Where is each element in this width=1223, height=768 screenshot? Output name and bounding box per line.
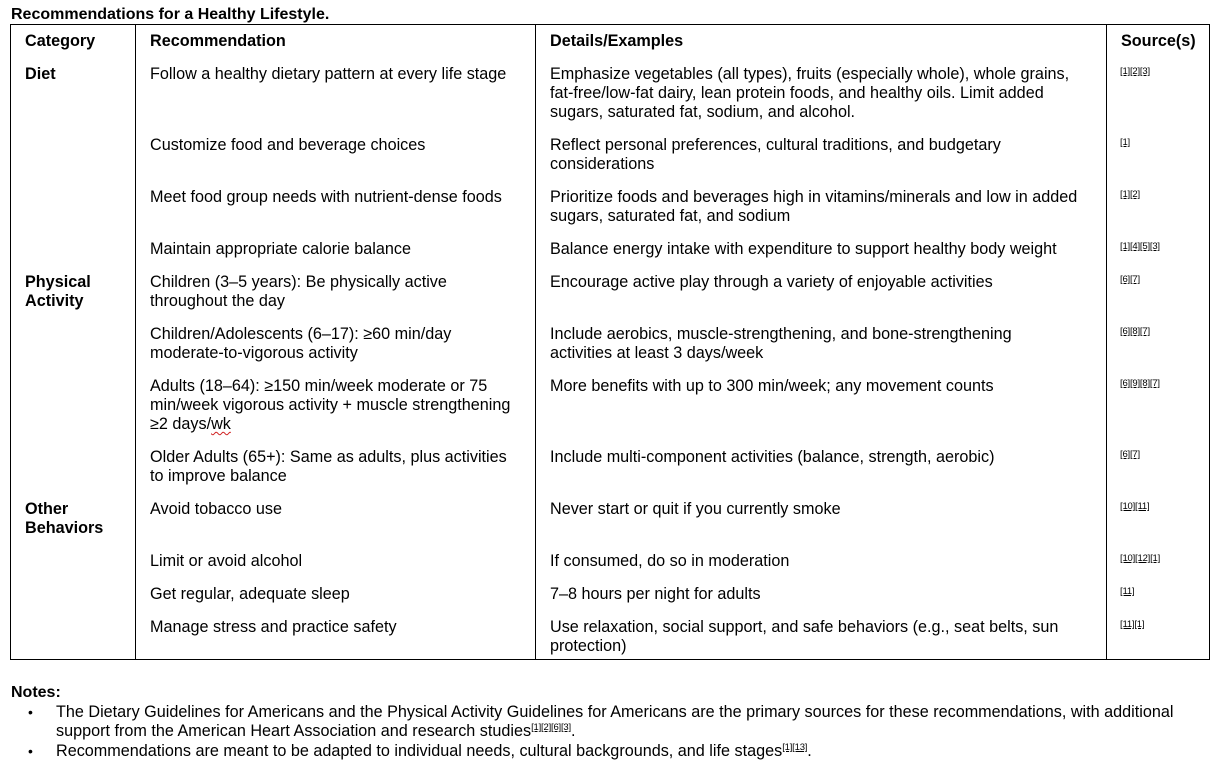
header-sources: Source(s) [1121,32,1196,50]
bullet-icon: • [28,743,33,759]
header-category: Category [25,32,96,50]
notes-title: Notes: [11,684,61,701]
column-divider [135,24,136,660]
recommendation-cell: Children/Adolescents (6–17): ≥60 min/day moderate-to-vigorous activity [150,325,452,362]
header-details: Details/Examples [550,32,684,50]
source-links[interactable]: [1][2][3] [1120,66,1150,77]
category-diet: Diet [25,65,56,83]
source-links[interactable]: [11][1] [1120,619,1145,630]
recommendation-cell: Avoid tobacco use [150,500,282,518]
source-links[interactable]: [6][8][7] [1120,326,1150,337]
recommendation-cell: Adults (18–64): ≥150 min/week moderate or 75 min/week vigorous activity + muscle strengthening ≥2 days/wk [150,377,511,433]
header-recommendation: Recommendation [150,32,286,50]
recommendation-cell: Customize food and beverage choices [150,136,426,154]
details-cell: Encourage active play through a variety of enjoyable activities [550,273,993,291]
note-item: Recommendations are meant to be adapted to individual needs, cultural backgrounds, and life stages[1][13]. [56,742,812,760]
details-cell: If consumed, do so in moderation [550,552,790,570]
source-links[interactable]: [1][2] [1120,189,1140,200]
source-links[interactable]: [10][11] [1120,501,1150,512]
reference-links[interactable]: [1][13] [782,742,808,753]
note-item: The Dietary Guidelines for Americans and the Physical Activity Guidelines for Americans are the primary sources for these recommendations, with additional support from the American Heart Association and research studies[1][2][6][3]. [56,703,1174,740]
recommendation-cell: Get regular, adequate sleep [150,585,350,603]
bullet-icon: • [28,704,33,720]
column-divider [535,24,536,660]
recommendation-cell: Maintain appropriate calorie balance [150,240,411,258]
recommendation-cell: Children (3–5 years): Be physically active throughout the day [150,273,447,310]
details-cell: Include aerobics, muscle-strengthening, and bone-strengthening activities at least 3 days/week [550,325,1012,362]
spellcheck-underline: wk [211,415,231,433]
details-cell: Balance energy intake with expenditure to support healthy body weight [550,240,1057,258]
recommendation-cell: Older Adults (65+): Same as adults, plus activities to improve balance [150,448,507,485]
details-cell: Include multi-component activities (balance, strength, aerobic) [550,448,995,466]
source-links[interactable]: [6][7] [1120,274,1140,285]
details-cell: Use relaxation, social support, and safe behaviors (e.g., seat belts, sun protection) [550,618,1059,655]
details-cell: Emphasize vegetables (all types), fruits (especially whole), whole grains, fat-free/low-fat dairy, lean protein foods, and healthy oils. Limit added sugars, saturated fat, sodium, and alcohol. [550,65,1070,121]
source-links[interactable]: [6][7] [1120,449,1140,460]
source-links[interactable]: [10][12][1] [1120,553,1161,564]
document-title: Recommendations for a Healthy Lifestyle. [11,6,330,23]
recommendation-cell: Manage stress and practice safety [150,618,397,636]
details-cell: Prioritize foods and beverages high in vitamins/minerals and low in added sugars, saturated fat, and sodium [550,188,1078,225]
category-physical-activity: Physical Activity [25,273,91,310]
source-links[interactable]: [11] [1120,586,1135,597]
details-cell: 7–8 hours per night for adults [550,585,761,603]
reference-links[interactable]: [1][2][6][3] [531,722,571,733]
details-cell: More benefits with up to 300 min/week; any movement counts [550,377,994,395]
column-divider [1106,24,1107,660]
source-links[interactable]: [6][9][8][7] [1120,378,1160,389]
source-links[interactable]: [1][4][5][3] [1120,241,1160,252]
source-links[interactable]: [1] [1120,137,1130,148]
category-other-behaviors: Other Behaviors [25,500,104,537]
recommendation-cell: Meet food group needs with nutrient-dense foods [150,188,502,206]
details-cell: Reflect personal preferences, cultural traditions, and budgetary considerations [550,136,1001,173]
details-cell: Never start or quit if you currently smoke [550,500,841,518]
recommendation-cell: Follow a healthy dietary pattern at every life stage [150,65,507,83]
recommendation-cell: Limit or avoid alcohol [150,552,303,570]
